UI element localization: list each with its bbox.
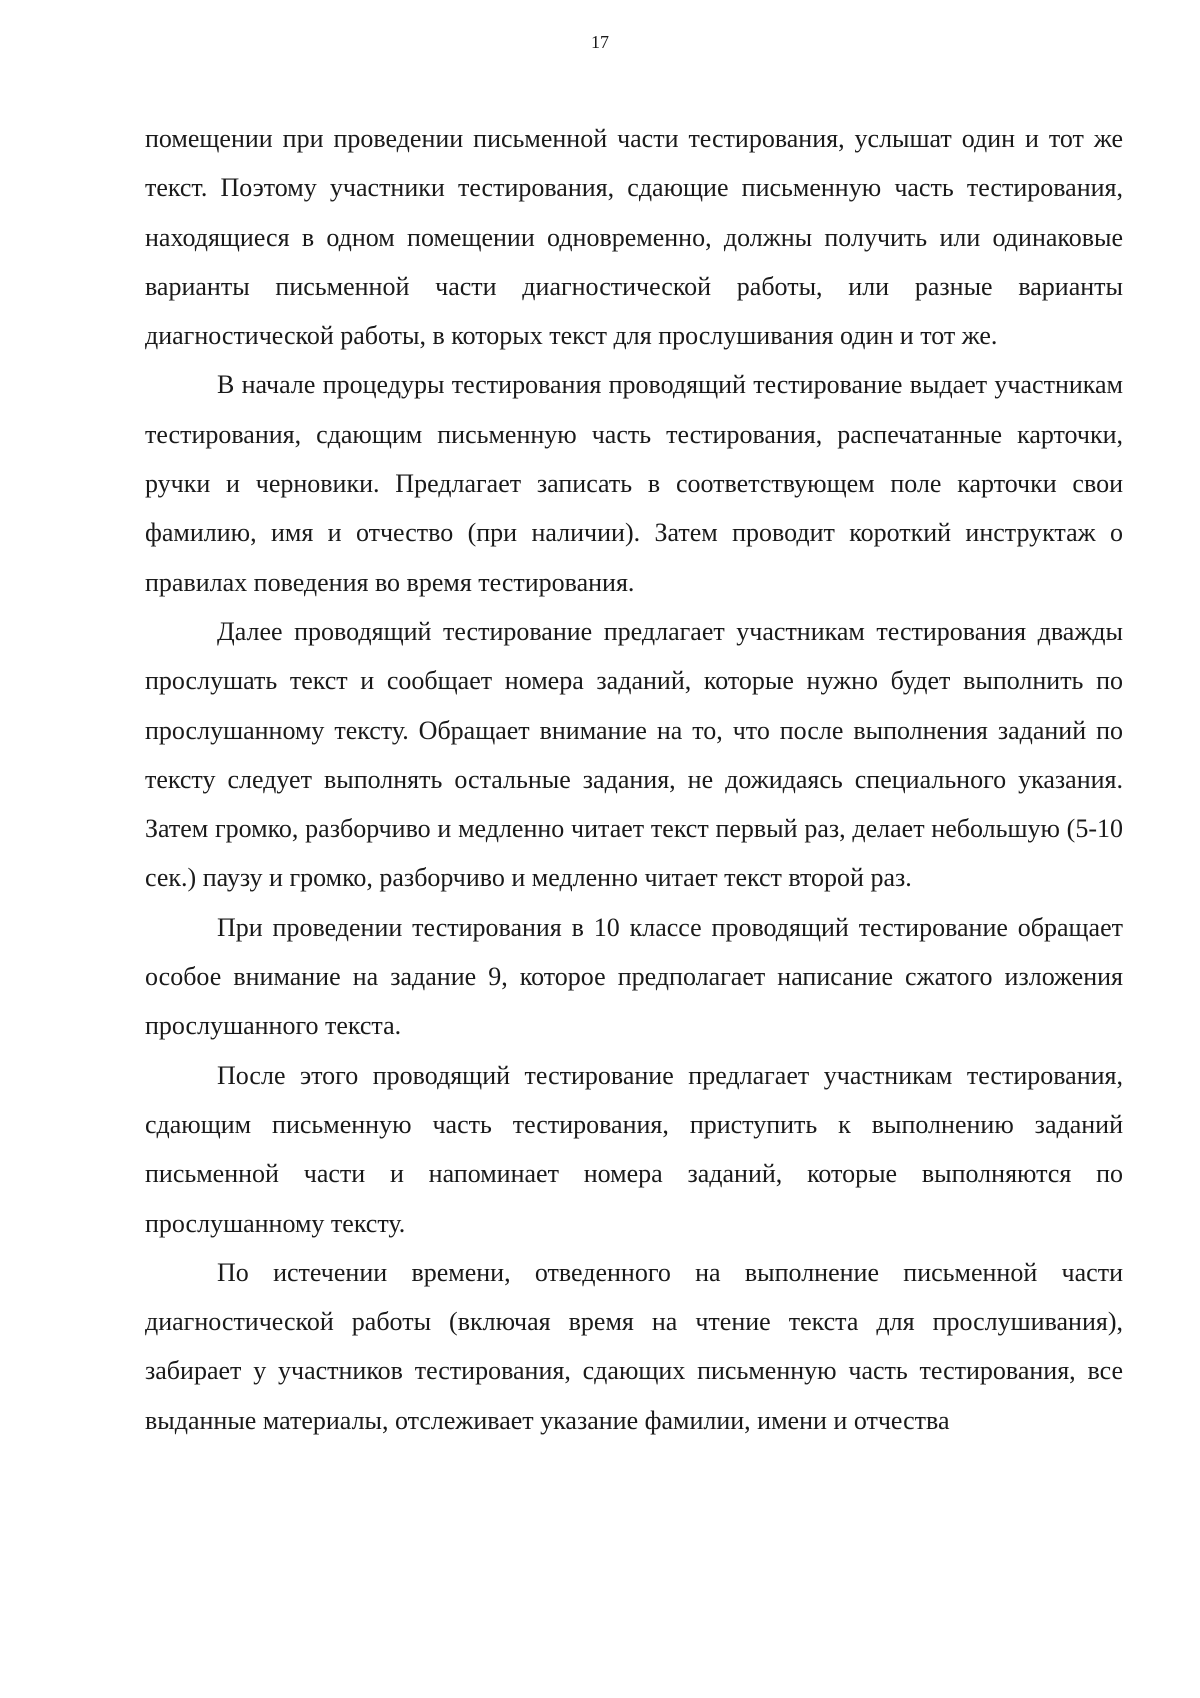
paragraph-4: При проведении тестирования в 10 классе проводящий тестирование обращает особое внимание на задание 9, которое предполагает написание сжатого изложения прослушанного текста. <box>145 912 1123 1041</box>
paragraph-3: Далее проводящий тестирование предлагает участникам тестирования дважды прослушать текст и сообщает номера заданий, которые нужно будет выполнить по прослушанному тексту. Обращает внимание на то, что после выполнения заданий по тексту следует выполнять остальные задания, не дожидаясь специального указания. Затем громко, разборчиво и медленно читает текст первый раз, делает небольшую (5-10 сек.) паузу и громко, разборчиво и медленно читает текст второй раз. <box>145 616 1123 893</box>
body-text <box>145 114 1123 1445</box>
paragraph-1: помещении при проведении письменной части тестирования, услышат один и тот же текст. Поэтому участники тестирования, сдающие письменную часть тестирования, находящиеся в одном помещении одновременно, должны получить или одинаковые варианты письменной части диагностической работы, или разные варианты диагностической работы, в которых текст для прослушивания один и тот же. <box>145 124 1123 351</box>
paragraph-5: После этого проводящий тестирование предлагает участникам тестирования, сдающим письменную часть тестирования, приступить к выполнению заданий письменной части и напоминает номера заданий, которые выполняются по прослушанному тексту. <box>145 1060 1123 1238</box>
paragraph-6: По истечении времени, отведенного на выполнение письменной части диагностической работы (включая время на чтение текста для прослушивания), забирает у участников тестирования, сдающих письменную часть тестирования, все выданные материалы, отслеживает указание фамилии, имени и отчества <box>145 1257 1123 1435</box>
page-number: 17 <box>591 32 609 52</box>
paragraph-2: В начале процедуры тестирования проводящий тестирование выдает участникам тестирования, сдающим письменную часть тестирования, распечатанные карточки, ручки и черновики. Предлагает записать в соответствующем поле карточки свои фамилию, имя и отчество (при наличии). Затем проводит короткий инструктаж о правилах поведения во время тестирования. <box>145 370 1123 597</box>
